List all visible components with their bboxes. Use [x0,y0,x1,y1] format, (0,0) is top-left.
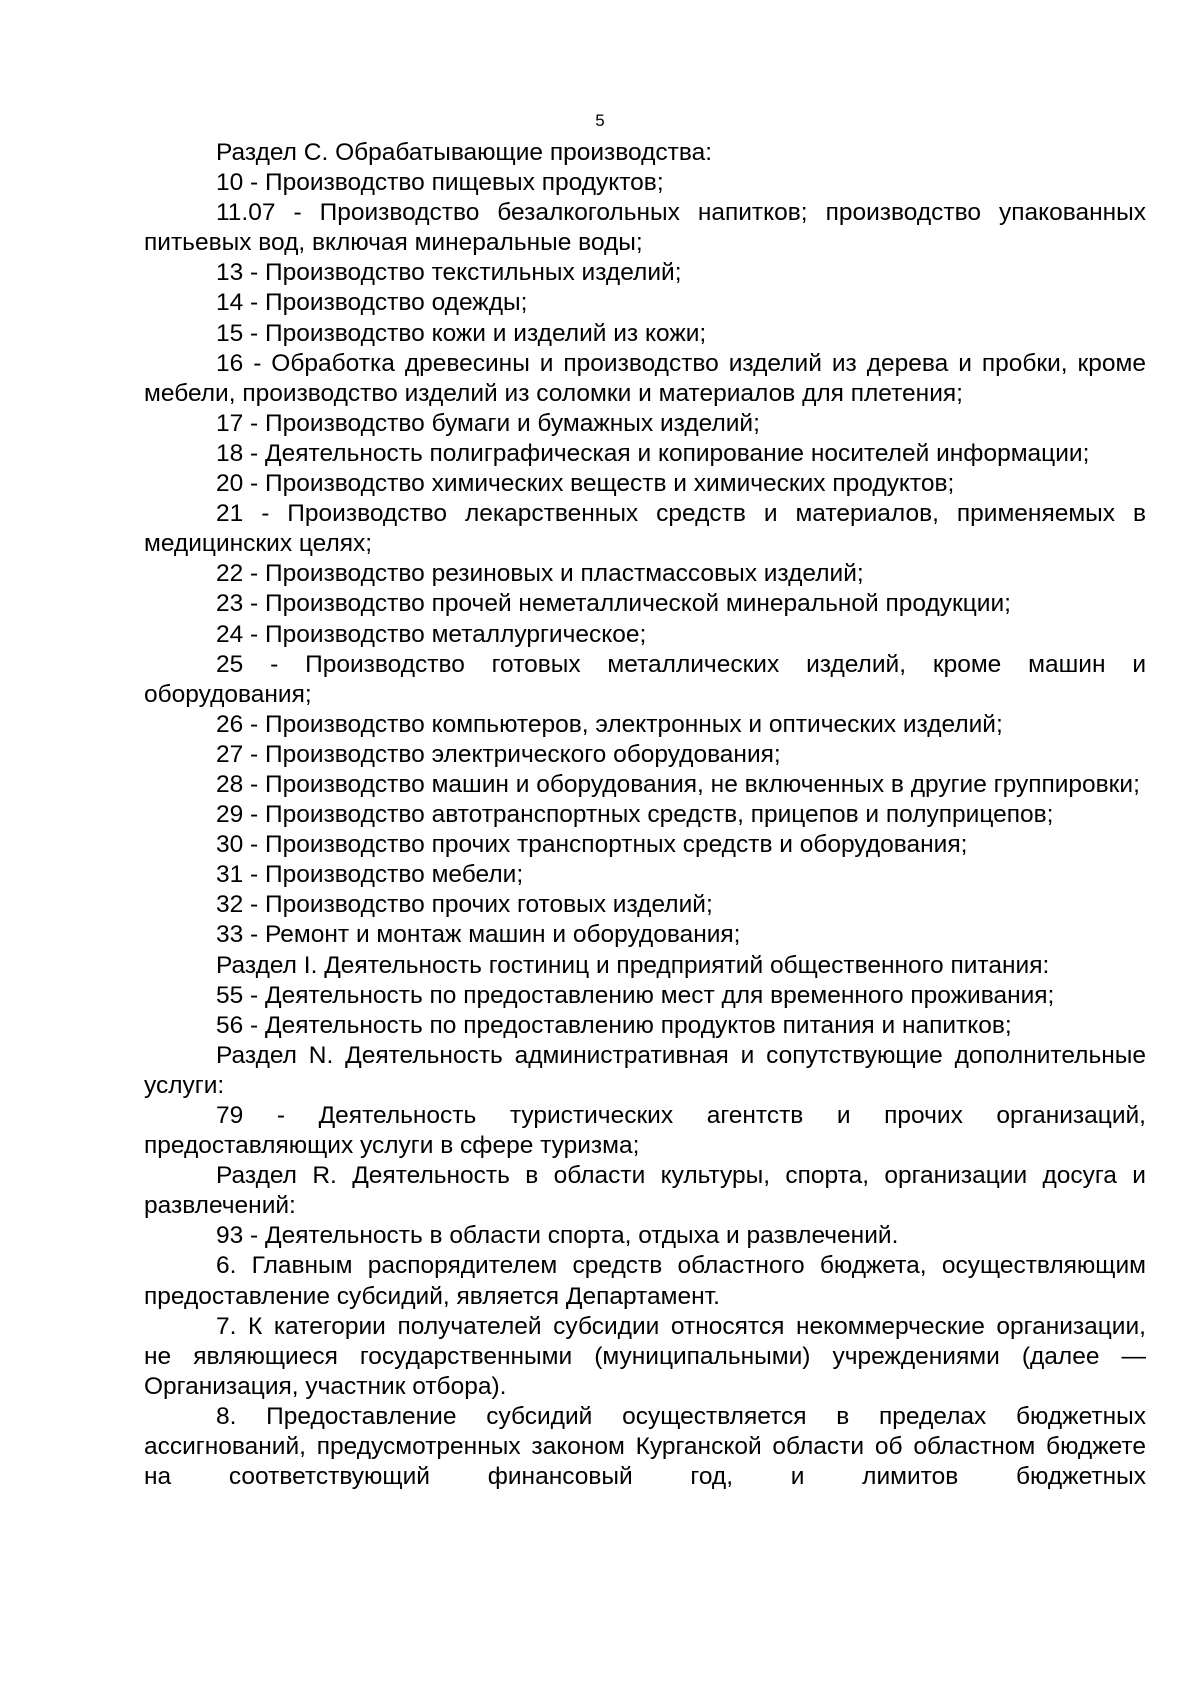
okved-item-30: 30 - Производство прочих транспортных средств и оборудования; [216,831,968,859]
okved-item-24: 24 - Производство металлургическое; [216,620,647,648]
okved-item-11-07: 11.07 - Производство безалкогольных напитков; производство упакованных питьевых вод, включая минеральные воды; [144,199,1146,257]
document-body [144,138,1146,1492]
page-number: 5 [595,111,605,130]
section-r-heading: Раздел R. Деятельность в области культуры, спорта, организации досуга и развлечений: [144,1162,1146,1220]
okved-item-10: 10 - Производство пищевых продуктов; [216,169,664,197]
section-c-heading: Раздел C. Обрабатывающие производства: [216,139,713,166]
okved-item-18: 18 - Деятельность полиграфическая и копирование носителей информации; [216,439,1090,467]
okved-item-29: 29 - Производство автотранспортных средств, прицепов и полуприцепов; [216,801,1054,829]
okved-item-56: 56 - Деятельность по предоставлению продуктов питания и напитков; [216,1011,1012,1039]
okved-item-14: 14 - Производство одежды; [216,289,528,317]
section-i-heading: Раздел I. Деятельность гостиниц и предприятий общественного питания: [216,951,1050,979]
okved-item-15: 15 - Производство кожи и изделий из кожи; [216,319,707,347]
okved-item-28: 28 - Производство машин и оборудования, не включенных в другие группировки; [216,770,1140,798]
okved-item-13: 13 - Производство текстильных изделий; [216,259,682,287]
okved-item-27: 27 - Производство электрического оборудования; [216,740,781,768]
okved-item-93: 93 - Деятельность в области спорта, отдыха и развлечений. [216,1222,899,1250]
okved-item-25: 25 - Производство готовых металлических изделий, кроме машин и оборудования; [144,650,1146,708]
clause-8: 8. Предоставление субсидий осуществляется в пределах бюджетных ассигнований, предусмотренных законом Курганской области об областном бюджете на соответствующий финансовый год, и лимитов бюджетных [144,1402,1146,1491]
okved-item-20: 20 - Производство химических веществ и химических продуктов; [216,470,955,498]
section-n-heading: Раздел N. Деятельность административная и сопутствующие дополнительные услуги: [144,1041,1146,1099]
clause-6: 6. Главным распорядителем средств областного бюджета, осуществляющим предоставление субсидий, является Департамент. [144,1252,1146,1310]
okved-item-32: 32 - Производство прочих готовых изделий; [216,891,713,919]
okved-item-22: 22 - Производство резиновых и пластмассовых изделий; [216,560,864,588]
okved-item-55: 55 - Деятельность по предоставлению мест для временного проживания; [216,981,1055,1009]
okved-item-17: 17 - Производство бумаги и бумажных изделий; [216,409,760,437]
okved-item-16: 16 - Обработка древесины и производство изделий из дерева и пробки, кроме мебели, производство изделий из соломки и материалов для плетения; [144,349,1146,407]
clause-7: 7. К категории получателей субсидии относятся некоммерческие организации, не являющиеся государственными (муниципальными) учреждениями (далее — Организация, участник отбора). [144,1312,1146,1400]
okved-item-26: 26 - Производство компьютеров, электронных и оптических изделий; [216,710,1003,738]
okved-item-23: 23 - Производство прочей неметаллической минеральной продукции; [216,590,1011,618]
okved-item-21: 21 - Производство лекарственных средств и материалов, применяемых в медицинских целях; [144,500,1146,558]
okved-item-33: 33 - Ремонт и монтаж машин и оборудования; [216,921,741,949]
okved-item-31: 31 - Производство мебели; [216,861,524,889]
okved-item-79: 79 - Деятельность туристических агентств и прочих организаций, предоставляющих услуги в сфере туризма; [144,1102,1146,1160]
